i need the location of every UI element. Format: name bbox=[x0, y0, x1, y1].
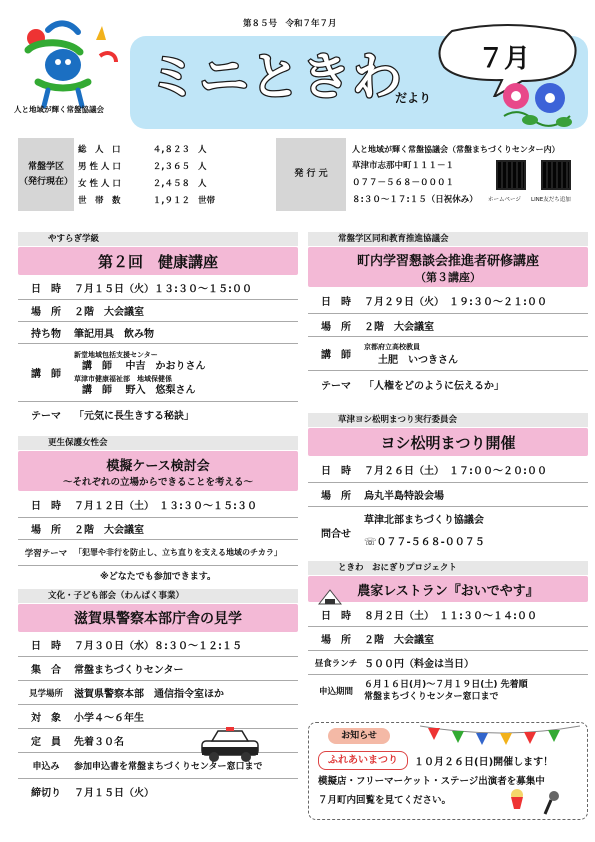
publisher-label: 発 行 元 bbox=[276, 138, 346, 211]
row-value: ５００円（料金は当日） bbox=[364, 659, 474, 670]
detail-row bbox=[18, 275, 298, 300]
row-label: 日 時 bbox=[321, 465, 351, 477]
row-value: 烏丸半島特設会場 bbox=[364, 491, 444, 502]
row-value: ２階 大会議室 bbox=[74, 307, 144, 318]
row-value: 小学４～６年生 bbox=[74, 713, 144, 724]
festival-badge: ふれあいまつり bbox=[318, 751, 408, 770]
lecturer-org: 草津市健康福祉部 地域保健係 bbox=[74, 374, 172, 383]
stat-label: 世 帯 数 bbox=[78, 195, 121, 206]
stat-value: １,９１２ bbox=[152, 195, 190, 206]
line-qr-icon[interactable] bbox=[541, 160, 571, 190]
morning-glory-icon bbox=[500, 76, 578, 132]
issue-number: 第８５号 令和７年７月 bbox=[243, 19, 337, 29]
lecturer-org: 京都府立高校教員 bbox=[364, 342, 420, 351]
section-org: 文化・子ども部会（わんぱく事業） bbox=[18, 589, 298, 603]
section-org: やすらぎ学級 bbox=[18, 232, 298, 246]
row-value: ２階 大会議室 bbox=[74, 525, 144, 536]
info-box bbox=[18, 138, 588, 211]
row-value: 「犯罪や非行を防止し、立ち直りを支える地域のチカラ」 bbox=[74, 548, 282, 557]
row-value: 参加申込書を常盤まちづくりセンター窓口まで bbox=[74, 762, 263, 772]
row-label: 日 時 bbox=[31, 283, 61, 295]
section-title: 模擬ケース検討会 bbox=[106, 458, 210, 474]
row-label: 申込期間 bbox=[318, 687, 353, 697]
section-title: 第２回 健康講座 bbox=[18, 247, 298, 275]
stat-value: ２,４５８ bbox=[152, 178, 190, 189]
as-of-label: （発行現在） bbox=[18, 176, 73, 187]
detail-row bbox=[18, 518, 298, 540]
row-value: 「人権をどのように伝えるか」 bbox=[364, 380, 504, 392]
row-label: 場 所 bbox=[321, 321, 351, 333]
row-value: ７月２９日（火） １９:３０～２１:００ bbox=[364, 296, 547, 308]
lecturer-list bbox=[364, 341, 458, 367]
row-label: 締切り bbox=[31, 788, 61, 799]
row-label: 場 所 bbox=[321, 635, 351, 646]
section-title: 滋賀県警察本部庁舎の見学 bbox=[18, 604, 298, 632]
row-value: ７月２６日（土） １７:００～２０:００ bbox=[364, 465, 547, 477]
bunting-icon bbox=[420, 724, 580, 746]
line-qr-label: LINE友だち追加 bbox=[531, 197, 571, 203]
row-value: ２階 大会議室 bbox=[364, 321, 434, 333]
row-value: 常盤まちづくりセンター bbox=[74, 665, 184, 676]
microphone-icon bbox=[542, 790, 562, 816]
lecturer-row bbox=[18, 344, 298, 402]
section-title: ヨシ松明まつり開催 bbox=[308, 428, 588, 456]
stat-value: ４,８２３ bbox=[152, 144, 190, 155]
row-value: ７月１５日（火）１３:３０～１５:００ bbox=[74, 283, 252, 295]
section-org: 更生保護女性会 bbox=[18, 436, 298, 450]
stat-label: 女 性 人 口 bbox=[78, 178, 121, 189]
section-title: 町内学習懇談会推進者研修講座 bbox=[356, 253, 539, 269]
stat-label: 男 性 人 口 bbox=[78, 161, 121, 172]
row-label: 見学場所 bbox=[28, 688, 63, 699]
row-label: 申込み bbox=[32, 762, 60, 772]
row-label: 場 所 bbox=[31, 307, 61, 318]
population-stats bbox=[78, 140, 278, 208]
stat-value: ２,３６５ bbox=[152, 161, 190, 172]
detail-row bbox=[18, 300, 298, 322]
row-label: 集 合 bbox=[31, 665, 61, 676]
row-label: 日 時 bbox=[31, 640, 61, 652]
row-label: 問合せ bbox=[321, 528, 351, 540]
title-suffix: だより bbox=[395, 91, 432, 105]
detail-row bbox=[18, 632, 298, 657]
detail-row bbox=[18, 705, 298, 729]
left-column bbox=[18, 232, 298, 804]
stat-row bbox=[78, 157, 278, 174]
rice-ball-icon bbox=[318, 589, 342, 605]
row-label: 昼食ランチ bbox=[314, 658, 358, 669]
row-value: 筆記用具 飲み物 bbox=[74, 329, 154, 340]
logo-caption: 人と地域が輝く常盤協議会 bbox=[14, 105, 104, 114]
row-value: ２階 大会議室 bbox=[364, 635, 434, 646]
row-value: ８月２日（土） １１:３０～１４:００ bbox=[364, 610, 537, 622]
detail-row bbox=[308, 456, 588, 483]
lecturer-org: 新堂地域包括支援センター bbox=[74, 350, 158, 359]
section-title-box bbox=[18, 451, 298, 491]
detail-row bbox=[18, 657, 298, 681]
contact-list bbox=[364, 510, 485, 554]
detail-row bbox=[18, 322, 298, 344]
row-value: ７月３０日（水）８:３０～１２:１５ bbox=[74, 640, 242, 652]
lecturer-name: 講 師 野入 悠梨さん bbox=[82, 384, 196, 396]
notice-recruit: 模擬店・フリーマーケット・ステージ出演者を募集中 bbox=[318, 776, 545, 787]
apply-row bbox=[308, 675, 588, 707]
row-label: 場 所 bbox=[321, 491, 351, 502]
stat-unit: 人 bbox=[198, 161, 207, 172]
row-value: 滋賀県警察本部 通信指令室ほか bbox=[74, 689, 224, 700]
publisher-name: 人と地域が輝く常盤協議会（常盤まちづくりセンター内） bbox=[352, 145, 560, 154]
police-car-icon bbox=[198, 727, 262, 765]
row-label: 対 象 bbox=[31, 713, 61, 724]
detail-row bbox=[18, 681, 298, 705]
apply-place: 常盤まちづくりセンター窓口まで bbox=[364, 692, 499, 702]
homepage-qr-label: ホームページ bbox=[488, 197, 521, 203]
row-label: 日 時 bbox=[321, 296, 351, 308]
stat-unit: 人 bbox=[198, 178, 207, 189]
detail-row bbox=[18, 779, 298, 804]
lecturer-name: 講 師 中吉 かおりさん bbox=[82, 360, 206, 372]
district-label bbox=[18, 138, 74, 211]
detail-row bbox=[308, 627, 588, 651]
lecturer-name: 土肥 いつきさん bbox=[378, 354, 458, 366]
stat-row bbox=[78, 174, 278, 191]
theme-row bbox=[18, 402, 298, 426]
stat-unit: 世帯 bbox=[198, 195, 216, 206]
section-org: ときわ おにぎりプロジェクト bbox=[308, 561, 588, 575]
section-subtitle: ～それぞれの立場からできることを考える～ bbox=[63, 476, 253, 488]
stat-row bbox=[78, 191, 278, 208]
lecturer-row bbox=[308, 337, 588, 371]
row-label: 日 時 bbox=[321, 610, 351, 622]
stat-unit: 人 bbox=[198, 144, 207, 155]
row-value: 先着３０名 bbox=[74, 737, 124, 748]
row-label: テーマ bbox=[31, 410, 61, 422]
detail-row bbox=[18, 491, 298, 518]
stat-label: 総 人 口 bbox=[78, 144, 121, 155]
publisher-hours: ８:３０～１７:１５（日祝休み） bbox=[352, 195, 478, 205]
popcorn-icon bbox=[506, 788, 528, 810]
row-label: テーマ bbox=[321, 380, 351, 392]
contact-org: 草津北部まちづくり協議会 bbox=[364, 515, 484, 526]
theme-row bbox=[308, 371, 588, 397]
district-name: 常盤学区 bbox=[27, 162, 64, 173]
month-label: ７月 bbox=[478, 44, 531, 74]
notice-tag: お知らせ bbox=[328, 728, 390, 744]
section-subtitle: （第３講座） bbox=[415, 270, 481, 284]
notice-date: １０月２６日(日)開催します！ bbox=[414, 757, 554, 768]
detail-row bbox=[308, 314, 588, 337]
row-label: 日 時 bbox=[31, 500, 61, 512]
row-label: 場 所 bbox=[31, 525, 61, 536]
apply-period: ６月１６日(月)～７月１９日(土) 先着順 bbox=[364, 680, 528, 690]
detail-row bbox=[308, 651, 588, 675]
publisher-phone: ０７７－５６８－０００１ bbox=[352, 178, 455, 188]
row-value: 「元気に長生きする秘訣」 bbox=[74, 410, 194, 422]
row-value: ７月１５日（火） bbox=[74, 788, 154, 799]
section-org: 常盤学区同和教育推進協議会 bbox=[308, 232, 588, 246]
stat-row bbox=[78, 140, 278, 157]
detail-row bbox=[308, 602, 588, 627]
publisher-address: 草津市志那中町１１１－１ bbox=[352, 161, 455, 171]
section-org: 草津ヨシ松明まつり実行委員会 bbox=[308, 413, 588, 427]
row-label: 講 師 bbox=[31, 369, 61, 380]
detail-row bbox=[308, 483, 588, 507]
row-value: ７月１２日（土） １３:３０～１５:３０ bbox=[74, 500, 257, 512]
section-title-box bbox=[308, 247, 588, 287]
lecturer-list bbox=[74, 349, 205, 397]
contact-phone: ☏０７７-５６８-００７５ bbox=[364, 537, 485, 548]
open-note: ※どなたでも参加できます。 bbox=[99, 572, 217, 582]
section-title: 農家レストラン『おいでやす』 bbox=[308, 576, 588, 602]
contact-row bbox=[308, 507, 588, 557]
notice-circular: ７月町内回覧を見てください。 bbox=[318, 795, 452, 806]
row-label: 学習テーマ bbox=[24, 548, 68, 559]
row-label: 講 師 bbox=[321, 350, 351, 361]
newsletter-title: ミニときわ bbox=[148, 48, 403, 106]
row-label: 持ち物 bbox=[31, 329, 61, 340]
homepage-qr-icon[interactable] bbox=[496, 160, 526, 190]
detail-row bbox=[308, 287, 588, 314]
right-column bbox=[308, 232, 588, 707]
apply-list bbox=[364, 679, 528, 703]
row-label: 定 員 bbox=[31, 737, 61, 748]
detail-row bbox=[18, 540, 298, 566]
